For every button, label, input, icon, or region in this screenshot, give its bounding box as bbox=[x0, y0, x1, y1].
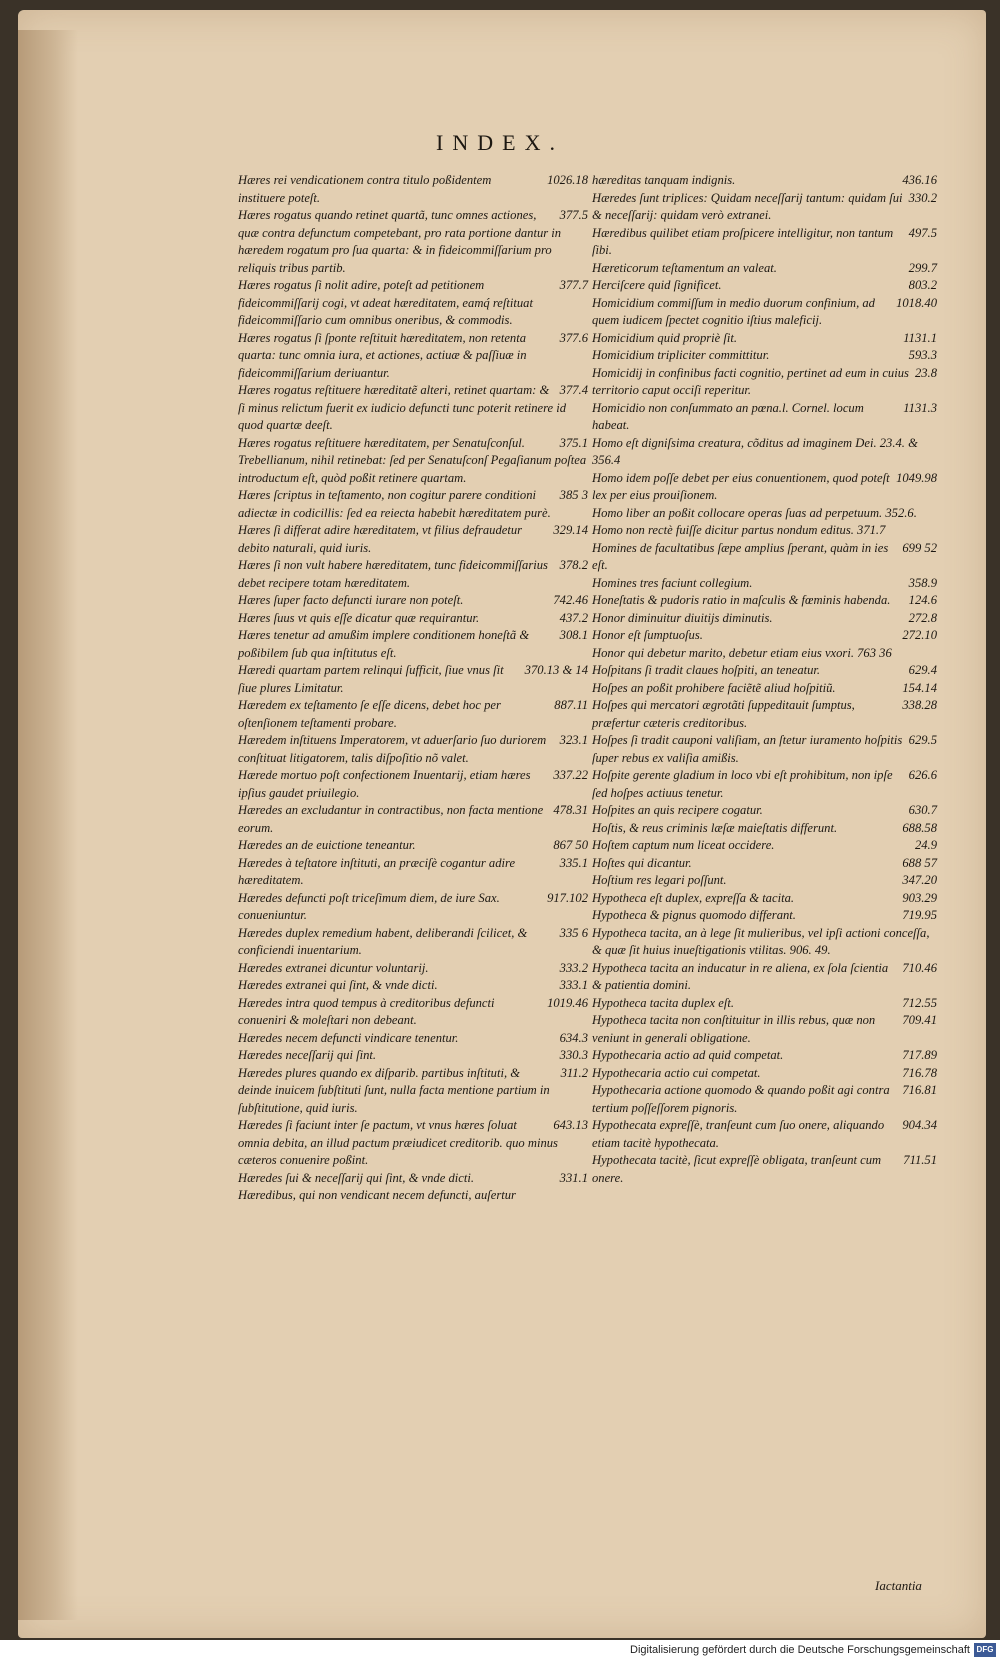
footer-text: Digitalisierung gefördert durch die Deutsche Forschungsgemeinschaft bbox=[630, 1644, 970, 1656]
index-entry bbox=[238, 925, 588, 960]
index-column-right bbox=[592, 172, 937, 1187]
index-entry-ref: 634.3 bbox=[559, 1030, 588, 1045]
index-entry-text: Hæredes extranei dicuntur voluntarij. bbox=[238, 960, 429, 975]
index-entry-text: Homo liber an poßit collocare operas ſuas ad perpetuum. 352.6. bbox=[592, 505, 917, 520]
index-entry bbox=[592, 872, 937, 890]
index-entry-ref: 337.22 bbox=[553, 768, 588, 782]
index-entry bbox=[238, 330, 588, 383]
index-entry bbox=[238, 487, 588, 522]
index-entry-text: Hypotheca tacita duplex eſt. bbox=[592, 995, 734, 1010]
index-entry-text: Hoſpitans ſi tradit claues hoſpiti, an teneatur. bbox=[592, 663, 821, 677]
index-entry-text: Hoſpites an quis recipere cogatur. bbox=[592, 803, 763, 817]
index-entry bbox=[592, 1152, 937, 1187]
page-gutter-shadow bbox=[18, 30, 78, 1620]
index-entry-ref: 333.2 bbox=[559, 960, 588, 975]
index-entry bbox=[238, 435, 588, 488]
index-entry-ref: 630.7 bbox=[908, 803, 937, 817]
index-entry-text: Hæredes duplex remedium habent, deliberandi ſcilicet, & conficiendi inuentarium. bbox=[238, 925, 528, 957]
index-entry-ref: 377.4 bbox=[559, 383, 588, 397]
index-entry-text: Hæredes ſunt triplices: Quidam neceſſarij tantum: quidam ſui & neceſſarij: quidam verò extranei. bbox=[592, 190, 903, 222]
index-entry-ref: 331.1 bbox=[559, 1170, 588, 1185]
index-entry-text: Hypothecaria actio ad quid competat. bbox=[592, 1048, 784, 1062]
index-entry-text: Hæres rogatus ſi ſponte reſtituit hæreditatem, non retenta quarta: tunc omnia iura, et actiones, actiuæ & paſſiuæ in fideicommiſſarium deriuantur. bbox=[238, 330, 527, 380]
index-entry bbox=[238, 277, 588, 330]
index-column-left bbox=[238, 172, 588, 1205]
index-entry-ref: 497.5 bbox=[908, 225, 937, 240]
index-entry-text: Hæredes an de euictione teneantur. bbox=[238, 838, 416, 852]
index-entry-text: Hypothecata expreſſè, tranſeunt cum ſuo onere, aliquando etiam tacitè hypothecata. bbox=[592, 1118, 885, 1150]
index-entry-text: Hæredi quartam partem relinqui ſufficit, ſiue vnus ſit ſiue plures Limitatur. bbox=[238, 663, 504, 695]
index-entry-ref: 329.14 bbox=[553, 523, 588, 537]
index-entry-text: Hæres rogatus quando retinet quartã, tunc omnes actiones, quæ contra defunctum competebant, pro rata portione dantur in hæredem rogatum pro ſua quarta: & in fideicommiſſarium pro reliquis tribus partib. bbox=[238, 208, 562, 275]
index-entry bbox=[592, 890, 937, 908]
index-entry-text: Hypothecaria actio cui competat. bbox=[592, 1065, 761, 1080]
index-entry-ref: 626.6 bbox=[908, 768, 937, 782]
index-entry-text: Hæres rogatus reſtituere hæreditatẽ alteri, retinet quartam: & ſi minus relictum fuerit ex iudicio defuncti tunc poterit retinere id quod quartæ deeſt. bbox=[238, 383, 567, 432]
index-entry-ref: 272.10 bbox=[902, 628, 937, 642]
index-entry-ref: 308.1 bbox=[559, 628, 588, 642]
index-entry-ref: 23.8 bbox=[914, 365, 937, 380]
index-entry-ref: 385 3 bbox=[559, 488, 588, 502]
index-entry-text: Hæres ſi non vult habere hæreditatem, tunc fideicommiſſarius debet recipere totam hæreditatem. bbox=[238, 558, 548, 590]
index-entry bbox=[592, 767, 937, 802]
index-entry-ref: 904.34 bbox=[902, 1118, 937, 1132]
index-entry-ref: 330.3 bbox=[559, 1048, 588, 1062]
digitization-footer bbox=[0, 1640, 1000, 1661]
index-entry-text: Hæredes plures quando ex diſparib. partibus inſtituti, & deinde inuicem ſubſtituti ſunt, nulla facta mentione partium in ſubſtitutione, quid iuris. bbox=[238, 1065, 550, 1115]
index-entry-text: Hypotheca & pignus quomodo differant. bbox=[592, 908, 796, 922]
index-entry-ref: 1018.40 bbox=[896, 295, 937, 310]
index-entry bbox=[592, 225, 937, 260]
index-entry-ref: 867 50 bbox=[553, 838, 588, 852]
index-entry bbox=[592, 522, 937, 540]
index-entry-text: Hærede mortuo poſt confectionem Inuentarij, etiam hæres ipſius gaudet priuilegio. bbox=[238, 768, 531, 800]
index-entry-text: Hæres tenetur ad amußim implere conditionem honeſtã & poßibilem ſub qua inſtitutus eſt. bbox=[238, 628, 530, 660]
index-entry-ref: 347.20 bbox=[902, 873, 937, 887]
index-entry-ref: 717.89 bbox=[902, 1048, 937, 1062]
index-entry bbox=[592, 680, 937, 698]
index-entry bbox=[592, 662, 937, 680]
index-entry-text: Hypotheca tacita non conſtituitur in illis rebus, quæ non veniunt in generali obligatione. bbox=[592, 1013, 876, 1045]
index-entry-text: Hoſpite gerente gladium in loco vbi eſt prohibitum, non ipſe ſed hoſpes actiuus tenetur. bbox=[592, 768, 893, 800]
index-entry bbox=[592, 907, 937, 925]
index-entry bbox=[238, 592, 588, 610]
index-entry bbox=[592, 400, 937, 435]
index-entry-ref: 124.6 bbox=[908, 593, 937, 607]
index-entry-text: Homicidium commiſſum in medio duorum confinium, ad quem iudicem ſpectet cognitio iſtius maleficij. bbox=[592, 295, 875, 327]
index-entry-text: Hæredes à teſtatore inſtituti, an præciſè cogantur adire hæreditatem. bbox=[238, 855, 516, 887]
index-entry-ref: 887.11 bbox=[554, 698, 588, 712]
index-entry-text: Hoſtem captum num liceat occidere. bbox=[592, 838, 775, 852]
index-entry-text: Hæres ſi differat adire hæreditatem, vt filius defraudetur debito naturali, quid iuris. bbox=[238, 523, 523, 555]
index-entry bbox=[592, 295, 937, 330]
index-entry bbox=[238, 662, 588, 697]
dfg-logo: DFG bbox=[974, 1643, 996, 1657]
index-entry-ref: 716.78 bbox=[902, 1065, 937, 1080]
index-entry bbox=[592, 995, 937, 1013]
index-entry-text: Hoſpes an poßit prohibere faciẽtẽ aliud hoſpitiũ. bbox=[592, 680, 836, 695]
index-entry-text: Hæres ſcriptus in teſtamento, non cogitur parere conditioni adiectæ in codicillis: ſed ea reiecta habebit hæreditatem purè. bbox=[238, 488, 551, 520]
index-entry-ref: 1019.46 bbox=[547, 995, 588, 1010]
index-entry-text: Honor diminuitur diuitijs diminutis. bbox=[592, 610, 773, 625]
index-entry-text: Hæres ſuus vt quis eſſe dicatur quæ requirantur. bbox=[238, 610, 480, 625]
index-entry bbox=[238, 172, 588, 207]
index-entry-ref: 323.1 bbox=[559, 733, 588, 747]
index-entry bbox=[238, 1187, 588, 1205]
index-entry-text: Hæreticorum teſtamentum an valeat. bbox=[592, 260, 777, 275]
index-entry-text: Homicidium tripliciter committitur. bbox=[592, 348, 770, 362]
index-entry bbox=[592, 365, 937, 400]
index-entry-ref: 311.2 bbox=[560, 1065, 588, 1080]
index-entry-ref: 1131.3 bbox=[903, 400, 937, 415]
index-entry bbox=[238, 855, 588, 890]
index-entry-text: Hoſtes qui dicantur. bbox=[592, 855, 692, 870]
index-entry bbox=[592, 505, 937, 523]
index-entry bbox=[592, 172, 937, 190]
index-entry-text: Hæres rogatus reſtituere hæreditatem, per Senatuſconſul. Trebellianum, nihil retinebat: ſed per Senatuſconſ Pegaſianum poſtea introductum eſt, quòd poßit retinere quartam. bbox=[238, 435, 587, 485]
index-entry bbox=[592, 470, 937, 505]
index-entry bbox=[592, 1082, 937, 1117]
index-entry-ref: 335.1 bbox=[559, 855, 588, 870]
index-entry bbox=[592, 610, 937, 628]
index-entry-text: Hypotheca tacita an inducatur in re aliena, ex ſola ſcientia & patientia domini. bbox=[592, 960, 889, 992]
index-entry bbox=[238, 207, 588, 277]
index-entry-text: Hypotheca tacita, an à lege ſit mulieribus, vel ipſi actioni conceſſa, & quæ ſit huius inueſtigationis vtilitas. 906. 49. bbox=[592, 925, 930, 957]
index-entry bbox=[592, 330, 937, 348]
index-entry bbox=[238, 1065, 588, 1118]
index-entry bbox=[592, 855, 937, 873]
index-entry-text: Hæredes neceſſarij qui ſint. bbox=[238, 1048, 377, 1062]
index-entry-ref: 377.5 bbox=[559, 208, 588, 222]
index-entry-ref: 742.46 bbox=[553, 593, 588, 607]
index-entry-text: hæreditas tanquam indignis. bbox=[592, 173, 736, 187]
index-entry-text: Honor qui debetur marito, debetur etiam eius vxori. 763 36 bbox=[592, 645, 892, 660]
index-entry-ref: 478.31 bbox=[553, 803, 588, 817]
index-entry bbox=[592, 837, 937, 855]
index-entry-text: Homo idem poſſe debet per eius conuentionem, quod poteſt lex per eius prouiſionem. bbox=[592, 470, 890, 502]
index-entry-text: Hæredibus, qui non vendicant necem defuncti, auſertur bbox=[238, 1188, 516, 1202]
index-entry-text: Hæredem ex teſtamento ſe eſſe dicens, debet hoc per oſtenſionem teſtamenti probare. bbox=[238, 698, 501, 730]
index-entry bbox=[592, 592, 937, 610]
index-entry-ref: 643.13 bbox=[553, 1118, 588, 1132]
index-entry bbox=[238, 732, 588, 767]
index-entry-ref: 333.1 bbox=[559, 978, 588, 992]
index-entry-ref: 719.95 bbox=[902, 908, 937, 922]
index-entry-ref: 377.7 bbox=[559, 278, 588, 292]
index-entry-text: Homo eſt digniſsima creatura, cõditus ad imaginem Dei. 23.4. & 356.4 bbox=[592, 435, 918, 467]
index-entry-ref: 436.16 bbox=[902, 173, 937, 187]
index-entry bbox=[592, 960, 937, 995]
index-entry bbox=[592, 277, 937, 295]
index-entry-ref: 1049.98 bbox=[896, 470, 937, 485]
index-entry-text: Hypothecaria actione quomodo & quando poßit agi contra tertium poſſeſſorem pignoris. bbox=[592, 1083, 890, 1115]
index-entry bbox=[592, 1065, 937, 1083]
index-entry-text: Hæredes necem defuncti vindicare tenentur. bbox=[238, 1030, 459, 1045]
index-entry-text: Hoſpes ſi tradit cauponi valiſiam, an ſtetur iuramento hoſpitis ſuper rebus ex valiſia amißis. bbox=[592, 733, 903, 765]
index-entry bbox=[592, 627, 937, 645]
index-entry-text: Homo non rectè fuiſſe dicitur partus nondum editus. 371.7 bbox=[592, 523, 886, 537]
index-entry-ref: 272.8 bbox=[908, 610, 937, 625]
index-entry bbox=[592, 802, 937, 820]
index-entry-ref: 154.14 bbox=[902, 680, 937, 695]
index-entry-text: Hoſpes qui mercatori ægrotãti ſuppeditauit ſumptus, præfertur cæteris creditoribus. bbox=[592, 698, 855, 730]
index-entry bbox=[592, 540, 937, 575]
index-entry bbox=[592, 645, 937, 663]
index-entry bbox=[238, 1170, 588, 1188]
index-entry bbox=[592, 820, 937, 838]
page-header: INDEX. bbox=[436, 130, 564, 155]
index-entry-ref: 688.58 bbox=[902, 820, 937, 835]
index-entry-ref: 629.4 bbox=[908, 663, 937, 677]
index-entry bbox=[238, 1030, 588, 1048]
index-entry bbox=[592, 1047, 937, 1065]
index-entry-ref: 437.2 bbox=[559, 610, 588, 625]
index-entry bbox=[592, 697, 937, 732]
index-entry-ref: 24.9 bbox=[914, 838, 937, 852]
index-entry bbox=[238, 802, 588, 837]
index-entry-text: Hæredes defuncti poſt triceſimum diem, de iure Sax. conueniuntur. bbox=[238, 890, 500, 922]
index-entry-text: Hypotheca eſt duplex, expreſſa & tacita. bbox=[592, 890, 795, 905]
index-entry-ref: 1026.18 bbox=[547, 173, 588, 187]
index-entry-ref: 709.41 bbox=[902, 1013, 937, 1027]
index-entry bbox=[238, 1117, 588, 1170]
index-entry bbox=[238, 697, 588, 732]
index-entry-ref: 377.6 bbox=[559, 330, 588, 345]
index-entry bbox=[238, 627, 588, 662]
index-entry-text: Homicidij in confinibus facti cognitio, pertinet ad eum in cuius territorio caput occiſi reperitur. bbox=[592, 365, 909, 397]
index-entry-ref: 903.29 bbox=[902, 890, 937, 905]
index-entry bbox=[238, 995, 588, 1030]
index-entry bbox=[592, 1012, 937, 1047]
index-entry bbox=[592, 260, 937, 278]
index-entry bbox=[238, 1047, 588, 1065]
index-entry-text: Hoſtium res legari poſſunt. bbox=[592, 873, 727, 887]
index-entry-text: Homines de facultatibus ſæpe amplius ſperant, quàm in ies eſt. bbox=[592, 540, 889, 572]
index-entry bbox=[238, 522, 588, 557]
index-entry-text: Honor eſt ſumptuoſus. bbox=[592, 628, 703, 642]
index-entry-ref: 629.5 bbox=[908, 733, 937, 747]
index-entry-ref: 1131.1 bbox=[903, 330, 937, 345]
index-entry bbox=[592, 925, 937, 960]
index-entry bbox=[238, 382, 588, 435]
index-entry-text: Hæredem inſtituens Imperatorem, vt aduerſario ſuo duriorem conſtituat litigatorem, talis diſpoſitio nõ valet. bbox=[238, 733, 547, 765]
index-entry bbox=[592, 1117, 937, 1152]
index-entry-text: Honeſtatis & pudoris ratio in maſculis & fœminis habenda. bbox=[592, 593, 891, 607]
index-entry-text: Hæres ſuper facto defuncti iurare non poteſt. bbox=[238, 593, 464, 607]
index-entry bbox=[592, 435, 937, 470]
index-entry-text: Hæredes intra quod tempus à creditoribus defuncti conueniri & moleſtari non debeant. bbox=[238, 995, 495, 1027]
index-entry-ref: 330.2 bbox=[908, 190, 937, 205]
index-entry-text: Hæredes ſui & neceſſarij qui ſint, & vnde dicti. bbox=[238, 1170, 474, 1185]
index-entry-ref: 688 57 bbox=[902, 855, 937, 870]
index-entry-text: Homicidio non conſummato an pœna.l. Cornel. locum habeat. bbox=[592, 400, 864, 432]
index-entry bbox=[592, 190, 937, 225]
index-entry-ref: 335 6 bbox=[559, 925, 588, 940]
index-entry bbox=[238, 557, 588, 592]
index-entry-ref: 375.1 bbox=[559, 435, 588, 450]
index-entry bbox=[238, 960, 588, 978]
index-entry bbox=[238, 977, 588, 995]
index-entry bbox=[238, 767, 588, 802]
index-entry-text: Hæres rei vendicationem contra titulo poßidentem instituere poteſt. bbox=[238, 173, 492, 205]
index-entry-text: Homines tres faciunt collegium. bbox=[592, 575, 753, 590]
index-entry-ref: 716.81 bbox=[902, 1083, 937, 1097]
index-entry-ref: 803.2 bbox=[908, 278, 937, 292]
index-entry bbox=[238, 837, 588, 855]
index-entry-ref: 299.7 bbox=[908, 260, 937, 275]
index-entry-ref: 712.55 bbox=[902, 995, 937, 1010]
index-entry-ref: 710.46 bbox=[902, 960, 937, 975]
index-entry-text: Hæredibus quilibet etiam proſpicere intelligitur, non tantum ſibi. bbox=[592, 225, 894, 257]
index-entry bbox=[592, 347, 937, 365]
index-entry-ref: 370.13 & 14 bbox=[524, 663, 588, 677]
index-entry bbox=[238, 890, 588, 925]
index-entry-text: Hæredes ſi faciunt inter ſe pactum, vt vnus hæres ſoluat omnia debita, an illud pactum præiudicet creditorib. quo minus cæteros conuenire poßint. bbox=[238, 1118, 558, 1167]
index-entry-ref: 338.28 bbox=[902, 698, 937, 712]
index-entry-text: Hæredes extranei qui ſint, & vnde dicti. bbox=[238, 978, 438, 992]
index-entry-ref: 711.51 bbox=[903, 1153, 937, 1167]
index-entry bbox=[592, 575, 937, 593]
index-entry-ref: 358.9 bbox=[908, 575, 937, 590]
catchword: Iactantia bbox=[875, 1578, 922, 1593]
index-entry-text: Hæres rogatus ſi nolit adire, poteſt ad petitionem fideicommiſſarij cogi, vt adeat hæreditatem, eamq́ reſtituat fideicommiſſario cum omnibus oneribus, & commodis. bbox=[238, 278, 533, 327]
index-entry bbox=[592, 732, 937, 767]
index-entry-text: Hæredes an excludantur in contractibus, non facta mentione eorum. bbox=[238, 803, 544, 835]
index-entry bbox=[238, 610, 588, 628]
index-entry-text: Homicidium quid propriè ſit. bbox=[592, 330, 738, 345]
index-entry-text: Hypothecata tacitè, ſicut expreſſè obligata, tranſeunt cum onere. bbox=[592, 1153, 882, 1185]
index-entry-ref: 917.102 bbox=[547, 890, 588, 905]
index-entry-ref: 699 52 bbox=[902, 540, 937, 555]
index-entry-text: Hoſtis, & reus criminis læſæ maieſtatis differunt. bbox=[592, 820, 838, 835]
index-entry-text: Herciſcere quid ſignificet. bbox=[592, 278, 722, 292]
index-entry-ref: 378.2 bbox=[559, 558, 588, 572]
index-entry-ref: 593.3 bbox=[908, 348, 937, 362]
